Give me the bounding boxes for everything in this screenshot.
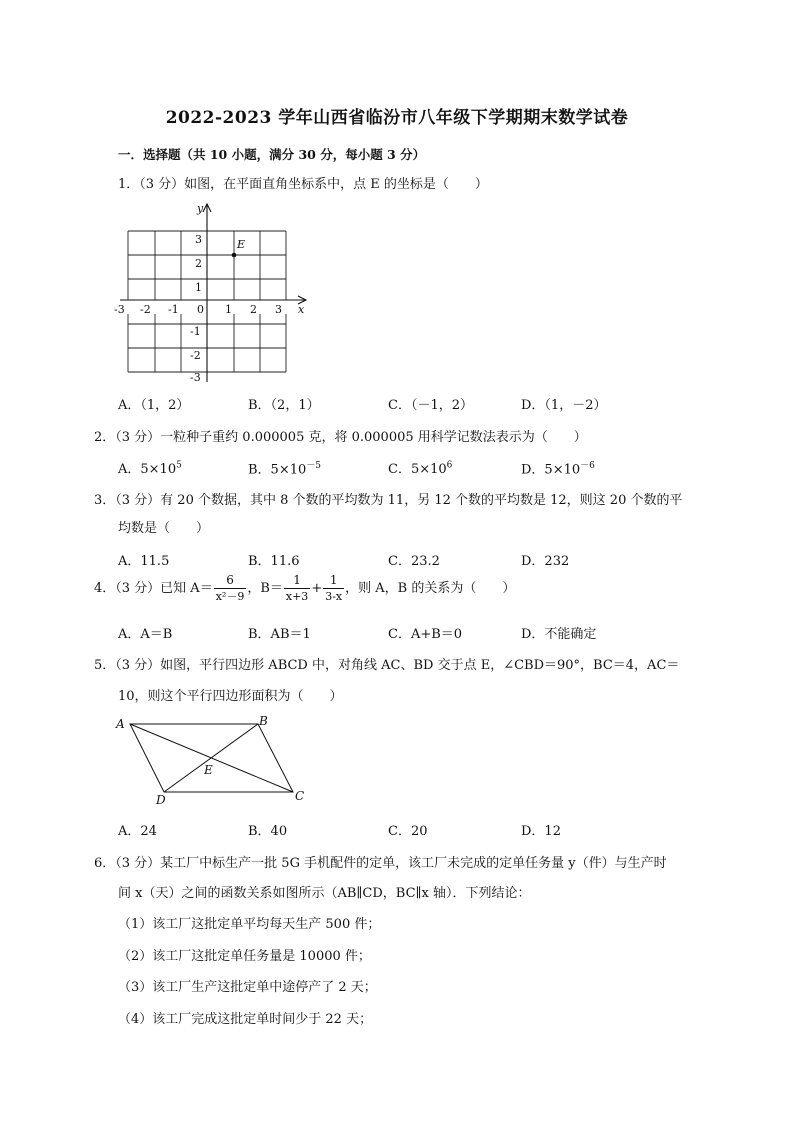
page-title: 2022-2023 学年山西省临汾市八年级下学期期末数学试卷 — [165, 108, 629, 128]
q1-option-b[interactable]: B．（2，1） — [248, 398, 320, 413]
fraction-b2: $\frac{1}{3-x}$ — [325, 573, 343, 603]
q4-option-b[interactable]: B．AB＝1 — [248, 627, 311, 642]
q4-option-a[interactable]: A．A＝B — [118, 627, 173, 642]
q6-statement-1: （1）该工厂这批定单平均每天生产 500 件； — [118, 917, 381, 932]
question-3-text-line1: 3．（3 分）有 20 个数据，其中 8 个数的平均数为 11，另 12 个数的平均数是 12，则这 20 个数的平 — [94, 493, 683, 508]
x-tick: 1 — [225, 303, 232, 316]
y-tick: 1 — [195, 281, 202, 294]
x-tick: 3 — [275, 303, 282, 316]
question-5-text-line2: 10，则这个平行四边形面积为（ ） — [118, 689, 343, 704]
q2-option-d[interactable]: D．$5\times 10^{-6}$ — [521, 461, 595, 478]
q2-option-c[interactable]: C．$5\times 10^6$ — [388, 460, 453, 477]
q2-option-b[interactable]: B．$5\times 10^{-5}$ — [248, 461, 321, 478]
x-tick: -3 — [114, 303, 125, 316]
fraction-b1: $\frac{1}{x+3}$ — [285, 573, 309, 603]
question-4-text: 4．（3 分）已知 A＝ $\frac{6}{\text{x²－9}}$ ，B＝ $\frac{1}{x+3}$ + $\frac{1}{3-x}$ ，则 A，B 的关系为（ ） — [94, 573, 516, 603]
question-6-text-line1: 6．（3 分）某工厂中标生产一批 5G 手机配件的定单，该工厂未完成的定单任务量 y（件）与生产时 — [94, 856, 667, 871]
question-1-text: 1．（3 分）如图，在平面直角坐标系中，点 E 的坐标是（ ） — [118, 177, 488, 192]
point-e — [232, 253, 237, 258]
x-tick: 2 — [250, 303, 257, 316]
x-tick: -1 — [168, 303, 179, 316]
x-axis-label: x — [298, 303, 305, 316]
coordinate-grid-figure — [110, 198, 315, 383]
x-tick: 0 — [197, 303, 204, 316]
y-tick: 3 — [195, 233, 202, 246]
q2-option-a[interactable]: A．$5\times 10^5$ — [118, 460, 182, 477]
y-tick: -1 — [190, 325, 201, 338]
question-2-text: 2．（3 分）一粒种子重约 0.000005 克，将 0.000005 用科学记数法表示为（ ） — [94, 430, 587, 445]
vertex-d-label: D — [156, 793, 166, 807]
vertex-a-label: A — [116, 717, 125, 731]
q6-statement-3: （3）该工厂生产这批定单中途停产了 2 天； — [118, 980, 377, 995]
question-5-text-line1: 5．（3 分）如图，平行四边形 ABCD 中，对角线 AC、BD 交于点 E，∠CBD＝90°，BC＝4，AC＝ — [94, 658, 680, 673]
point-e-label: E — [237, 238, 246, 251]
question-3-text-line2: 均数是（ ） — [118, 521, 210, 536]
x-tick: -2 — [140, 303, 151, 316]
q3-option-b[interactable]: B．11.6 — [248, 554, 300, 569]
diagonal-bd — [164, 724, 258, 792]
q6-statement-2: （2）该工厂这批定单任务量是 10000 件； — [118, 949, 371, 964]
q4-option-c[interactable]: C．A+B＝0 — [388, 627, 463, 642]
q5-option-b[interactable]: B．40 — [248, 824, 288, 839]
section-heading: 一．选择题（共 10 小题，满分 30 分，每小题 3 分） — [118, 147, 426, 162]
y-tick: -3 — [190, 371, 201, 383]
question-6-text-line2: 间 x（天）之间的函数关系如图所示（AB∥CD，BC∥x 轴）．下列结论： — [118, 886, 531, 901]
y-tick: 2 — [195, 257, 202, 270]
q6-statement-4: （4）该工厂完成这批定单时间少于 22 天； — [118, 1012, 373, 1027]
q3-option-d[interactable]: D．232 — [521, 554, 570, 569]
y-tick: -2 — [190, 349, 201, 362]
y-axis-label: y — [197, 202, 204, 215]
q1-option-a[interactable]: A．（1，2） — [118, 398, 190, 413]
q3-option-c[interactable]: C．23.2 — [388, 554, 440, 569]
vertex-b-label: B — [259, 714, 268, 728]
q1-option-c[interactable]: C．（－1，2） — [388, 398, 473, 413]
q1-option-d[interactable]: D．（1，－2） — [521, 398, 607, 413]
q5-option-c[interactable]: C．20 — [388, 824, 428, 839]
q5-option-d[interactable]: D．12 — [521, 824, 561, 839]
point-e-label: E — [204, 763, 213, 777]
q4-option-d[interactable]: D．不能确定 — [521, 627, 597, 642]
fraction-a: $\frac{6}{\text{x²－9}}$ — [215, 573, 245, 603]
vertex-c-label: C — [295, 789, 305, 803]
parallelogram-figure — [110, 710, 320, 810]
q3-option-a[interactable]: A．11.5 — [118, 554, 170, 569]
q5-option-a[interactable]: A．24 — [118, 824, 157, 839]
